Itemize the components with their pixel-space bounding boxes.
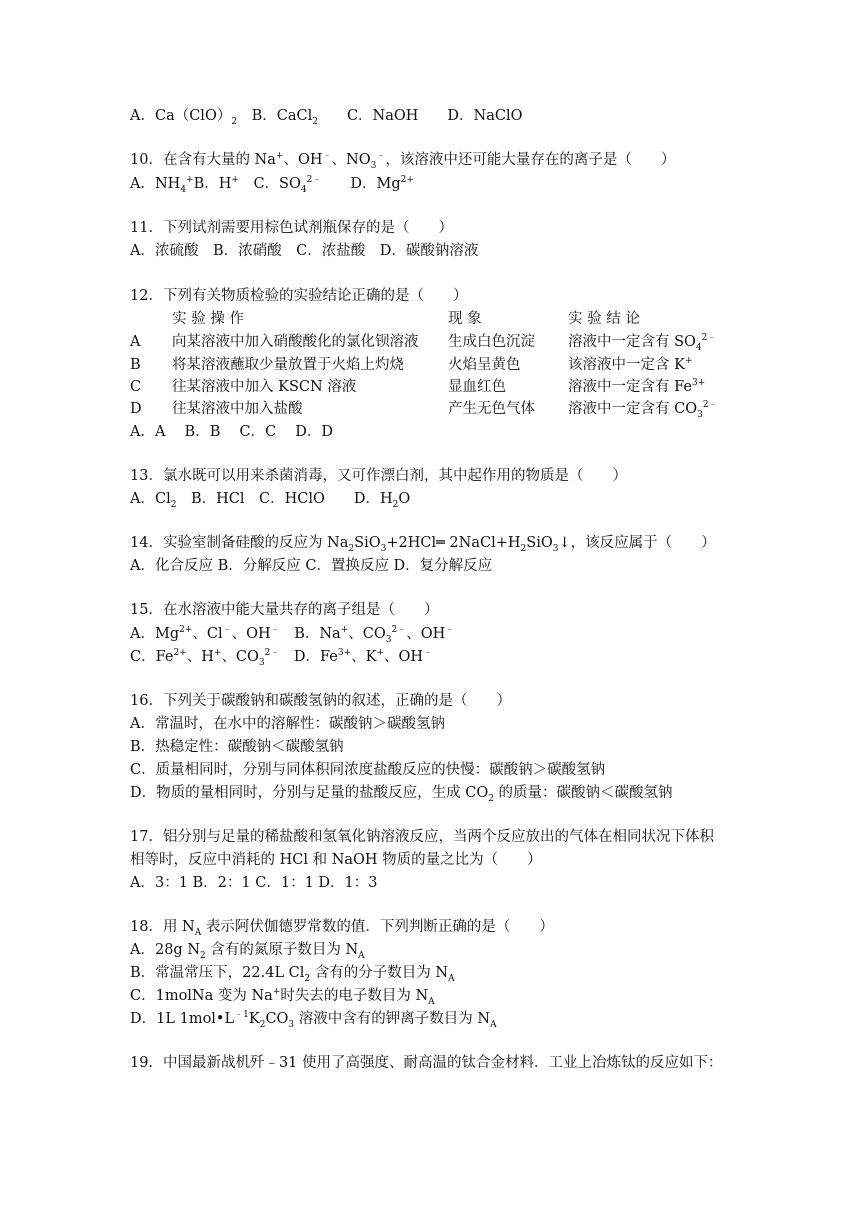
table-row-label: A [130, 334, 141, 350]
q17-options: A．3：1 B．2：1 C．1：1 D．1：3 [130, 875, 378, 891]
q14-stem: 14．实验室制备硅酸的反应为 $Na_2SiO_3+2HCl═$ $2NaCl+H_2SiO_3↓$，该反应属于（ ） [130, 535, 716, 554]
table-cell-phenomenon: 显血红色 [448, 379, 506, 395]
q10-stem: 10．在含有大量的 Na+、OH﹣、$NO_3^﹣$，该溶液中还可能大量存在的离子是（ ） [130, 151, 676, 171]
q10-options: A．$NH_4^+B$．H+ C．$SO_4^{2﹣}$ D．$Mg^{2+}$ [130, 175, 414, 195]
q11-options: A．浓硫酸 B．浓硝酸 C．浓盐酸 D．碳酸钠溶液 [130, 243, 479, 259]
table-cell-conclusion: 溶液中一定含有 $CO_3^{2﹣}$ [568, 400, 718, 420]
q16-stem: 16．下列关于碳酸钠和碳酸氢钠的叙述，正确的是（ ） [130, 693, 511, 709]
q18-option-b: B．常温常压下，22.4L $Cl_2$ 含有的分子数目为 $N_A$ [130, 965, 455, 984]
table-cell-conclusion: 该溶液中一定含 K+ [568, 356, 693, 373]
table-row-label: B [130, 357, 141, 373]
q15-options-ab: A．$Mg^{2+}$、Cl﹣、OH﹣ B．Na+、$CO_3^{2﹣}$、OH﹣ [130, 625, 455, 645]
q15-stem: 15．在水溶液中能大量共存的离子组是（ ） [130, 602, 439, 618]
table-cell-operation: 往某溶液中加入 KSCN 溶液 [172, 379, 357, 395]
table-header-operation: 实 验 操 作 [172, 311, 244, 327]
q13-options: A．$Cl_2$ B．HCl C．HClO D．$H_2O$ [130, 491, 411, 510]
q17-stem-line2: 相等时，反应中消耗的 HCl 和 NaOH 物质的量之比为（ ） [130, 852, 542, 868]
q15-options-cd: C．$Fe^{2+}$、H+、$CO_3^{2﹣}$ D．$Fe^{3+}$、K+、OH﹣ [130, 648, 433, 668]
table-cell-phenomenon: 生成白色沉淀 [448, 334, 535, 350]
table-cell-operation: 向某溶液中加入硝酸酸化的氯化钡溶液 [172, 334, 419, 350]
table-cell-phenomenon: 产生无色气体 [448, 401, 535, 417]
q16-option-d: D．物质的量相同时，分别与足量的盐酸反应，生成 $CO_2$ 的质量：碳酸钠＜碳酸氢钠 [130, 785, 673, 804]
table-row-label: C [130, 379, 142, 395]
q16-option-c: C．质量相同时，分别与同体积同浓度盐酸反应的快慢：碳酸钠＞碳酸氢钠 [130, 762, 606, 778]
q16-option-a: A．常温时，在水中的溶解性：碳酸钠＞碳酸氢钠 [130, 716, 445, 732]
q17-stem-line1: 17．铝分别与足量的稀盐酸和氢氧化钠溶液反应，当两个反应放出的气体在相同状况下体积 [130, 829, 714, 845]
table-cell-conclusion: 溶液中一定含有 $Fe^{3+}$ [568, 378, 706, 395]
table-cell-phenomenon: 火焰呈黄色 [448, 357, 521, 373]
q18-option-a: A．28g $N_2$ 含有的氮原子数目为 $N_A$ [130, 942, 365, 961]
q19-stem: 19．中国最新战机歼﹣31 使用了高强度、耐高温的钛合金材料．工业上冶炼钛的反应如下： [130, 1055, 723, 1071]
q14-options: A．化合反应 B．分解反应 C．置换反应 D．复分解反应 [130, 558, 493, 574]
table-header-conclusion: 实 验 结 论 [568, 311, 640, 327]
q13-stem: 13．氯水既可以用来杀菌消毒，又可作漂白剂，其中起作用的物质是（ ） [130, 468, 627, 484]
q9-options: A．$Ca(ClO)_2$ B．CaCl$_2$ C．NaOH D．NaClO [130, 108, 523, 127]
table-row-label: D [130, 401, 142, 417]
table-header-phenomenon: 现 象 [448, 311, 482, 327]
q18-stem: 18．用 $N_A$ 表示阿伏伽德罗常数的值．下列判断正确的是（ ） [130, 919, 554, 938]
q11-stem: 11．下列试剂需要用棕色试剂瓶保存的是（ ） [130, 220, 453, 236]
q12-options: A．A B．B C．C D．D [130, 424, 334, 440]
table-cell-operation: 往某溶液中加入盐酸 [172, 401, 303, 417]
table-cell-conclusion: 溶液中一定含有 $SO_4^{2﹣}$ [568, 333, 717, 353]
q12-stem: 12．下列有关物质检验的实验结论正确的是（ ） [130, 288, 468, 304]
q16-option-b: B．热稳定性：碳酸钠＜碳酸氢钠 [130, 739, 344, 755]
q18-option-d: D．1L $1mol•L^{﹣1}K_2CO_3$ 溶液中含有的钾离子数目为 $N_A$ [130, 1010, 497, 1030]
q18-option-c: C．1molNa 变为 Na+时失去的电子数目为 $N_A$ [130, 987, 435, 1007]
table-cell-operation: 将某溶液蘸取少量放置于火焰上灼烧 [172, 357, 404, 373]
